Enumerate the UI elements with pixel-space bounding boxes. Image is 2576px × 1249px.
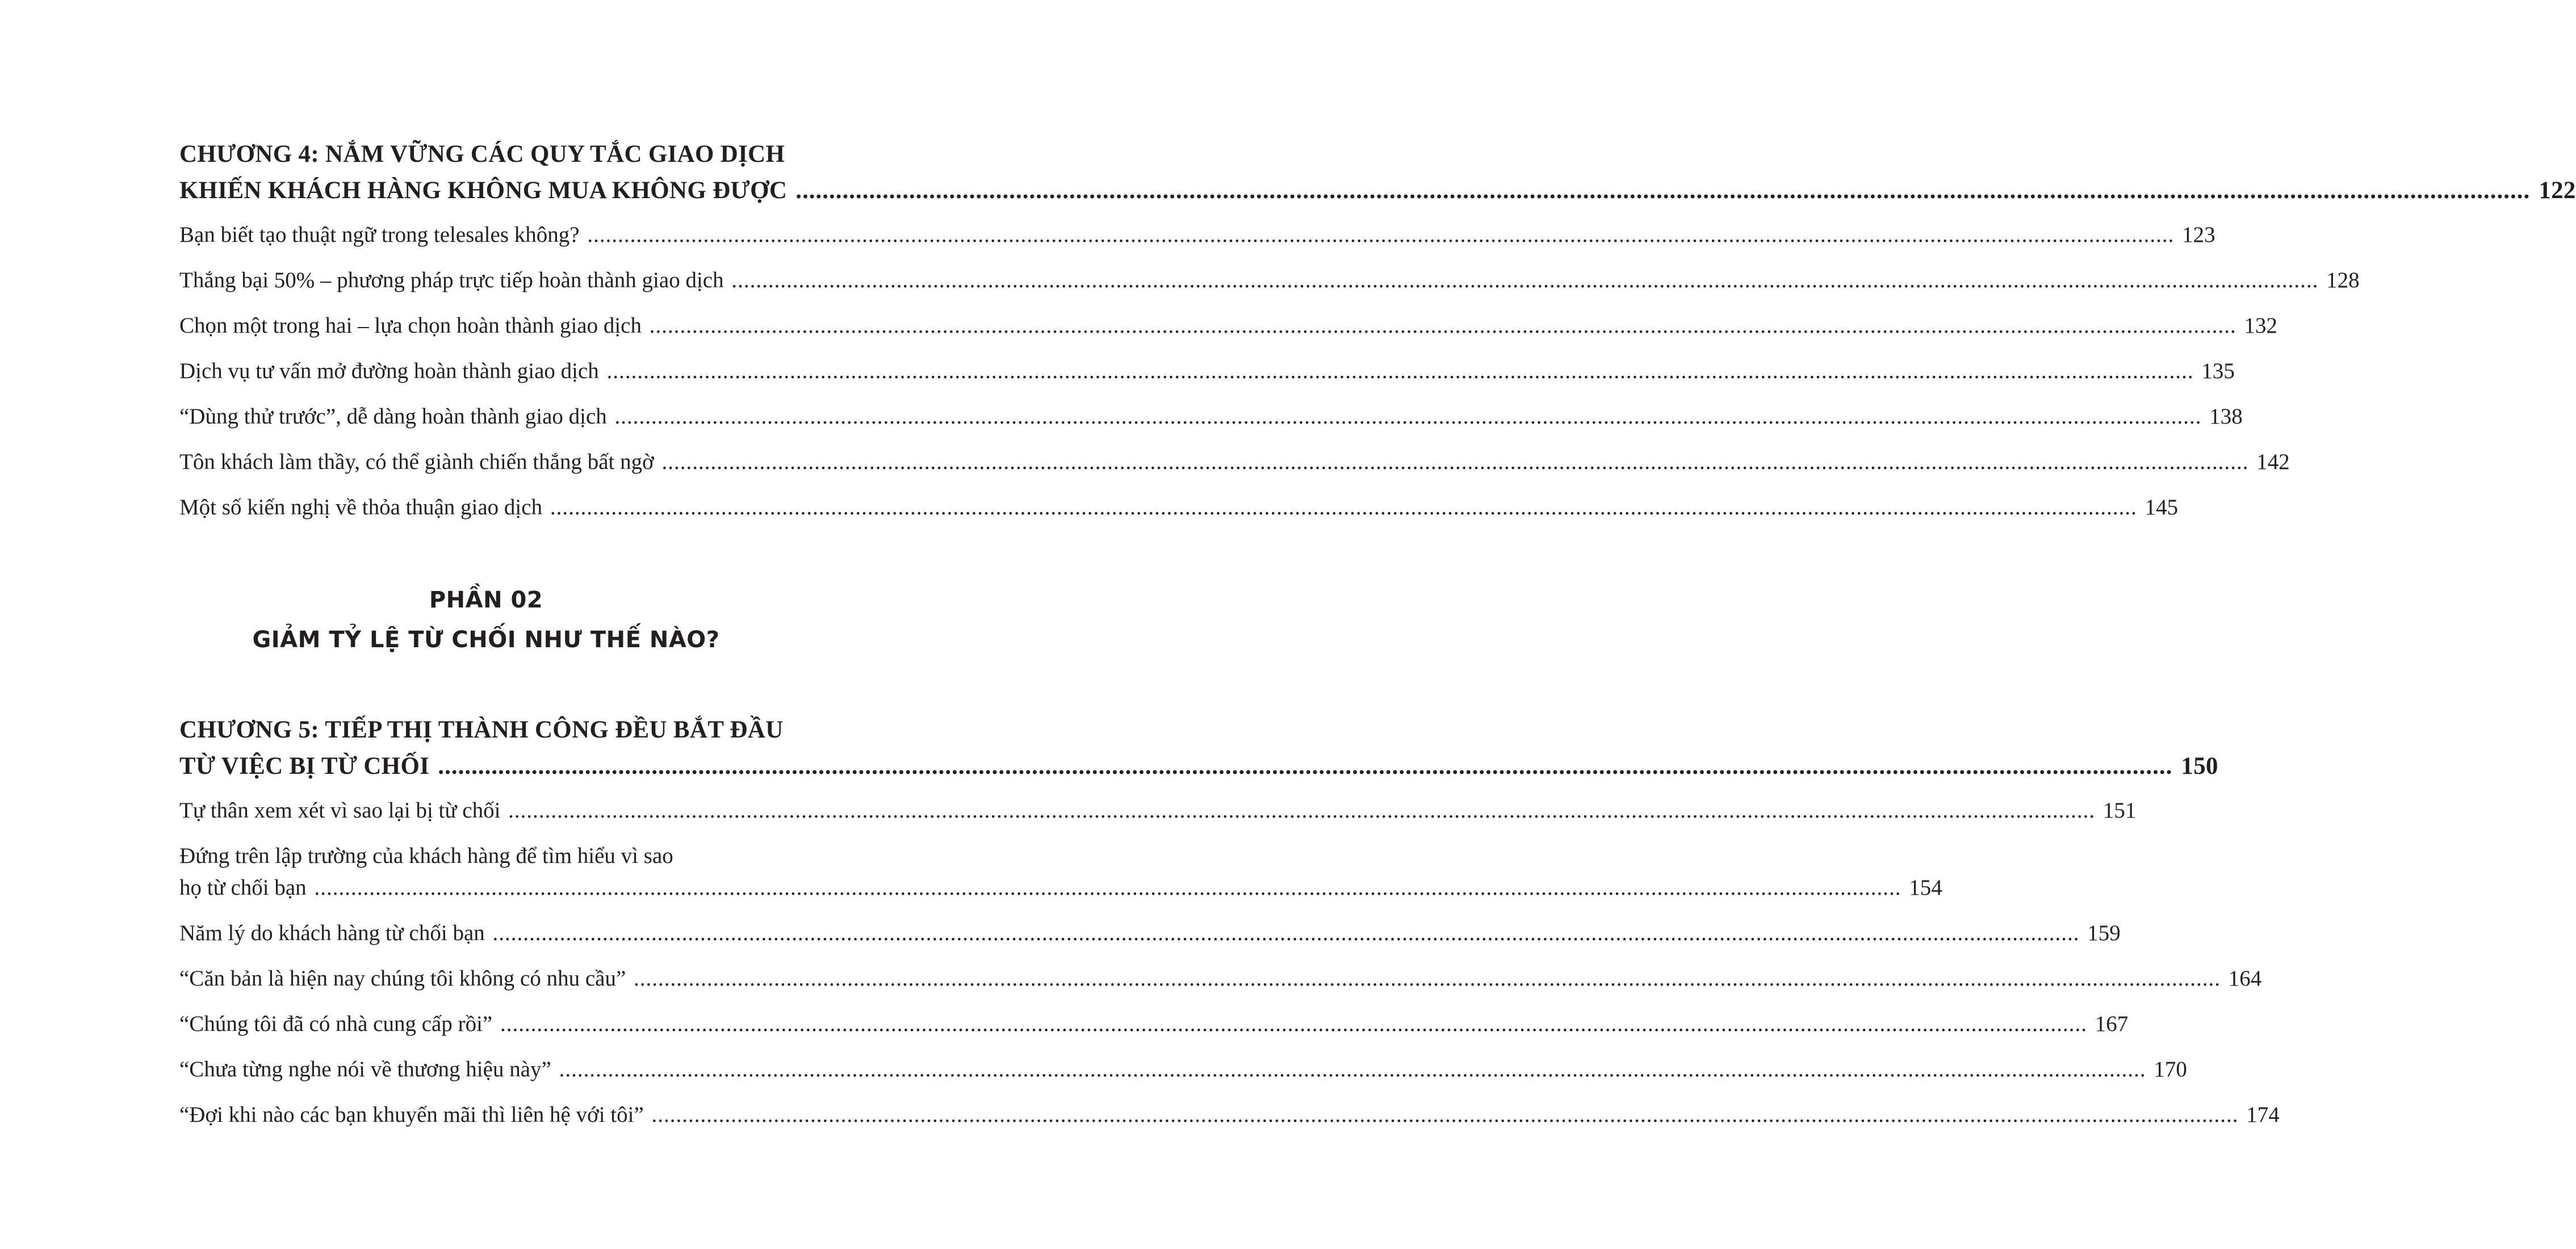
dot-leader bbox=[438, 753, 2172, 779]
toc-entry bbox=[179, 795, 2137, 827]
dot-leader bbox=[559, 1057, 2146, 1082]
toc-entry bbox=[179, 310, 2277, 342]
toc-entry-title: “Dùng thử trước”, dễ dàng hoàn thành giao dịch bbox=[179, 404, 607, 429]
toc-entry-title: họ từ chối bạn bbox=[179, 875, 307, 900]
toc-entry-title: “Căn bản là hiện nay chúng tôi không có nhu cầu” bbox=[179, 966, 626, 991]
dot-leader bbox=[795, 177, 2530, 204]
toc-entry-page: 170 bbox=[2154, 1057, 2187, 1082]
dot-leader bbox=[607, 359, 2194, 383]
toc-entry-page: 164 bbox=[2228, 966, 2262, 991]
dot-leader bbox=[731, 268, 2318, 292]
toc-entry bbox=[179, 1099, 2280, 1131]
toc-entry-page: 123 bbox=[2182, 223, 2215, 247]
toc-entry bbox=[179, 446, 2290, 478]
part-number: PHẦN 02 bbox=[429, 587, 543, 613]
chapter-5-page-number: 150 bbox=[2181, 753, 2218, 779]
toc-entry bbox=[179, 219, 2215, 251]
toc-entry-title-line-1: Đứng trên lập trường của khách hàng để tìm hiểu vì sao bbox=[179, 844, 673, 868]
toc-entry bbox=[179, 265, 2360, 296]
toc-entry-title: “Chúng tôi đã có nhà cung cấp rồi” bbox=[179, 1012, 493, 1036]
dot-leader bbox=[500, 1012, 2087, 1036]
toc-entry-page: 128 bbox=[2326, 268, 2360, 292]
dot-leader bbox=[662, 450, 2249, 474]
toc-entry-title: Dịch vụ tư vấn mở đường hoàn thành giao dịch bbox=[179, 359, 599, 383]
toc-entry-page: 138 bbox=[2209, 404, 2243, 429]
toc-entry bbox=[179, 1008, 2129, 1040]
toc-entry bbox=[179, 355, 2235, 387]
part-title: GIẢM TỶ LỆ TỪ CHỐI NHƯ THẾ NÀO? bbox=[252, 627, 720, 653]
toc-entry-title: “Chưa từng nghe nói về thương hiệu này” bbox=[179, 1057, 551, 1082]
chapter-4-title-line-1: CHƯƠNG 4: NẮM VỮNG CÁC QUY TẮC GIAO DỊCH bbox=[179, 141, 785, 167]
dot-leader bbox=[587, 223, 2174, 247]
chapter-4-title-text: KHIẾN KHÁCH HÀNG KHÔNG MUA KHÔNG ĐƯỢC bbox=[179, 177, 788, 204]
dot-leader bbox=[634, 966, 2221, 991]
toc-entry-title: “Đợi khi nào các bạn khuyến mãi thì liên hệ với tôi” bbox=[179, 1103, 644, 1127]
toc-entry-title: Năm lý do khách hàng từ chối bạn bbox=[179, 921, 485, 945]
chapter-4-heading bbox=[179, 136, 2576, 209]
dot-leader bbox=[493, 921, 2080, 945]
dot-leader bbox=[650, 313, 2236, 338]
toc-entry-page: 167 bbox=[2095, 1012, 2129, 1036]
dot-leader bbox=[652, 1103, 2239, 1127]
chapter-5-title-line-1: CHƯƠNG 5: TIẾP THỊ THÀNH CÔNG ĐỀU BẮT ĐẦU bbox=[179, 716, 784, 743]
chapter-4-title-line-2 bbox=[179, 173, 2576, 209]
toc-entry-title: Một số kiến nghị về thỏa thuận giao dịch bbox=[179, 495, 543, 519]
toc-entry-page: 145 bbox=[2144, 495, 2179, 519]
toc-entry bbox=[179, 492, 2179, 523]
toc-entry-page: 154 bbox=[1909, 875, 1942, 900]
toc-entry-page: 135 bbox=[2201, 359, 2235, 383]
toc-entry-page: 151 bbox=[2102, 798, 2137, 823]
toc-entry-page: 142 bbox=[2256, 450, 2290, 474]
toc-entry bbox=[179, 963, 2262, 995]
part-2-heading bbox=[179, 580, 793, 660]
toc-entry-page: 159 bbox=[2087, 921, 2121, 945]
toc-entry bbox=[179, 840, 1942, 904]
dot-leader bbox=[550, 495, 2137, 519]
chapter-5-title-text: TỪ VIỆC BỊ TỪ CHỐI bbox=[179, 753, 430, 779]
toc-entry bbox=[179, 1054, 2187, 1085]
toc-entry-title: Chọn một trong hai – lựa chọn hoàn thành giao dịch bbox=[179, 313, 642, 338]
toc-entry-page: 132 bbox=[2244, 313, 2277, 338]
toc-entry bbox=[179, 401, 2243, 433]
toc-entry-title: Bạn biết tạo thuật ngữ trong telesales không? bbox=[179, 223, 580, 247]
toc-entry bbox=[179, 917, 2121, 949]
toc-entry-page: 174 bbox=[2246, 1103, 2280, 1127]
dot-leader bbox=[314, 875, 1901, 900]
chapter-4-page-number: 122 bbox=[2539, 177, 2576, 204]
chapter-5-title-line-2 bbox=[179, 748, 2218, 785]
dot-leader bbox=[615, 404, 2202, 429]
chapter-5-heading bbox=[179, 712, 2218, 785]
dot-leader bbox=[508, 798, 2095, 823]
toc-entry-title: Tôn khách làm thầy, có thể giành chiến thắng bất ngờ bbox=[179, 450, 654, 474]
toc-entry-title: Tự thân xem xét vì sao lại bị từ chối bbox=[179, 798, 501, 823]
toc-entry-title: Thắng bại 50% – phương pháp trực tiếp hoàn thành giao dịch bbox=[179, 268, 724, 292]
